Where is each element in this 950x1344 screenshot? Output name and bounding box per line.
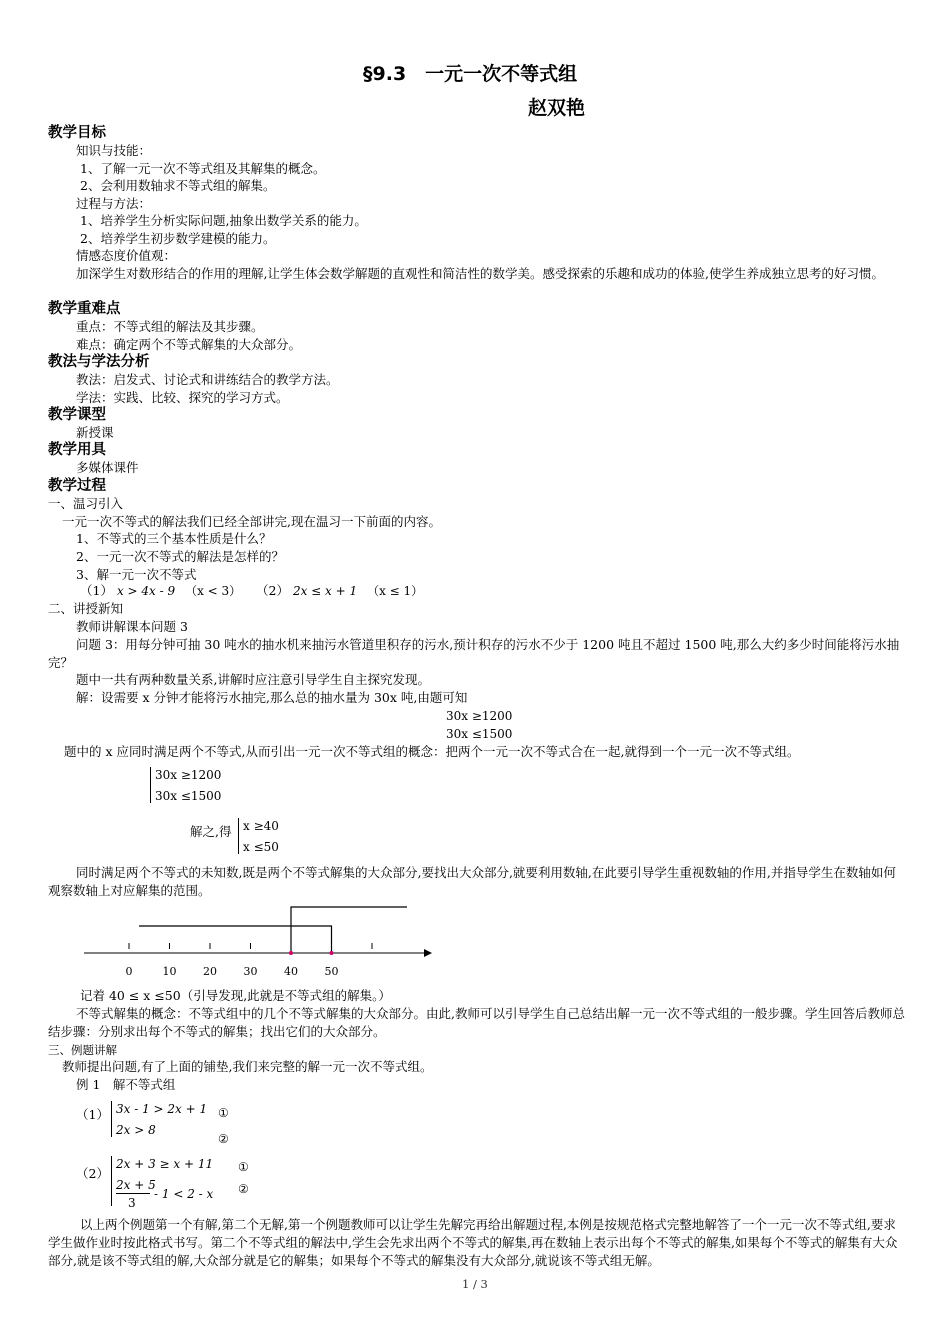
tick-label: 10 (162, 965, 177, 978)
tick-label: 20 (203, 965, 217, 978)
knowledge-item-2: 2、会利用数轴求不等式组的解集。 (80, 178, 276, 193)
example-1-mark-2: ② (218, 1132, 229, 1146)
review-question-3: 3、解一元一次不等式 (76, 567, 197, 582)
inequality-a: 30x ≥1200 (446, 709, 513, 723)
review-exercise-2 (256, 582, 423, 600)
exercise-1-answer: （x < 3） (185, 584, 242, 598)
system-line-a: 30x ≥1200 (155, 768, 222, 782)
review-exercise-1 (80, 582, 241, 600)
heading-process: 教学过程 (48, 478, 106, 494)
solution-setup: 解：设需要 x 分钟才能将污水抽完,那么总的抽水量为 30x 吨,由题可知 (76, 690, 468, 705)
system-brace (150, 767, 151, 803)
number-line-diagram (80, 898, 440, 982)
part3-heading: 三、例题讲解 (48, 1043, 117, 1057)
example-2-line-b-rest: - 1 < 2 - x (154, 1187, 214, 1201)
solution-line-a: x ≥40 (243, 819, 279, 833)
example-1-line-b: 2x > 8 (116, 1123, 156, 1137)
heading-lesson-type: 教学课型 (48, 407, 106, 423)
concept-intro: 题中的 x 应同时满足两个不等式,从而引出一元一次不等式组的概念：把两个一元一次不等式合在一起,就得到一个一元一次不等式组。 (64, 744, 800, 759)
process-item-1: 1、培养学生分析实际问题,抽象出数学关系的能力。 (80, 213, 367, 228)
example-1-brace (111, 1101, 112, 1137)
page-title: §9.3 一元一次不等式组 (363, 63, 578, 85)
example-1-title: 例 1 解不等式组 (76, 1077, 176, 1092)
review-question-1: 1、不等式的三个基本性质是什么？ (76, 531, 272, 546)
range-lower-bound (291, 907, 407, 953)
range-upper-bound (139, 926, 332, 953)
part1-heading: 一、温习引入 (48, 496, 124, 511)
emotion-label: 情感态度价值观： (76, 248, 177, 263)
lesson-type-value: 新授课 (76, 425, 114, 440)
tick-label: 0 (125, 965, 133, 978)
example-2-line-a: 2x + 3 ≥ x + 11 (116, 1157, 214, 1171)
axis-arrow (424, 949, 432, 957)
process-item-2: 2、培养学生初步数学建模的能力。 (80, 231, 276, 246)
part2-heading: 二、讲授新知 (48, 601, 124, 616)
example-2-fraction-denominator: 3 (128, 1196, 136, 1210)
keypoint-focus: 重点：不等式组的解法及其步骤。 (76, 319, 264, 334)
keypoint-difficulty: 难点：确定两个不等式解集的大众部分。 (76, 337, 302, 352)
tick-label: 40 (284, 965, 298, 978)
heading-tools: 教学用具 (48, 442, 106, 458)
exercise-2-label: （2） (256, 583, 289, 598)
solution-record: 记着 40 ≤ x ≤50（引导发现,此就是不等式组的解集。） (80, 988, 391, 1003)
system-line-b: 30x ≤1500 (155, 789, 222, 803)
exercise-2-expression: 2x ≤ x + 1 (292, 584, 358, 598)
upper-bound-point (330, 951, 334, 955)
heading-goals: 教学目标 (48, 125, 106, 141)
author-name: 赵双艳 (528, 97, 586, 119)
inequality-b: 30x ≤1500 (446, 727, 513, 741)
problem-3: 问题 3：用每分钟可抽 30 吨水的抽水机来抽污水管道里积存的污水,预计积存的污水不少于 1200 吨且不超过 1500 吨,那么大约多少时间能将污水抽完？ (48, 637, 900, 670)
example-2-mark-2: ② (238, 1182, 249, 1196)
relation-note: 题中一共有两种数量关系,讲解时应注意引导学生自主探究发现。 (76, 672, 430, 687)
teacher-intro: 教师讲解课本问题 3 (76, 619, 188, 634)
solution-brace (238, 818, 239, 854)
conclusion-text: 以上两个例题第一个有解,第二个无解,第一个例题教师可以让学生先解完再给出解题过程,本例是按规范格式完整地解答了一个一元一次不等式组,要求学生做作业时按此格式书写。第二个不等式组的解法中,学生会先求出两个不等式的解集,再在数轴上表示出每个不等式的解集,如果每个不等式的解集有大众部分,就是该不等式组的解,大众部分就是它的解集；如果每个不等式的解集没有大众部分,就说该不等式组无解。 (48, 1217, 898, 1268)
emotion-text: 加深学生对数形结合的作用的理解,让学生体会数学解题的直观性和简洁性的数学美。感受探索的乐趣和成功的体验,使学生养成独立思考的好习惯。 (76, 266, 884, 281)
example-2-label: （2） (76, 1166, 109, 1181)
solution-set-concept: 不等式解集的概念：不等式组中的几个不等式解集的大众部分。由此,教师可以引导学生自己总结出解一元一次不等式组的一般步骤。学生回答后教师总结步骤：分别求出每个不等式的解集；找出它们的大众部分。 (48, 1006, 905, 1039)
knowledge-label: 知识与技能： (76, 143, 152, 158)
heading-keypoints: 教学重难点 (48, 301, 121, 317)
numberline-intro: 同时满足两个不等式的未知数,既是两个不等式解集的大众部分,要找出大众部分,就要利用数轴,在此要引导学生重视数轴的作用,并指导学生在数轴如何观察数轴上对应解集的范围。 (48, 865, 896, 898)
example-2-brace (111, 1156, 112, 1206)
part1-intro: 一元一次不等式的解法我们已经全部讲完,现在温习一下前面的内容。 (62, 514, 441, 529)
exercise-1-expression: x > 4x - 9 (116, 584, 176, 598)
tick-label: 30 (243, 965, 258, 978)
method-learn: 学法：实践、比较、探究的学习方式。 (76, 390, 289, 405)
example-2-mark-1: ① (238, 1160, 249, 1174)
example-1-line-a: 3x - 1 > 2x + 1 (116, 1102, 208, 1116)
solution-line-b: x ≤50 (243, 840, 279, 854)
exercise-2-answer: （x ≤ 1） (367, 584, 424, 598)
knowledge-item-1: 1、了解一元一次不等式组及其解集的概念。 (80, 161, 326, 176)
part3-intro: 教师提出问题,有了上面的铺垫,我们来完整的解一元一次不等式组。 (62, 1059, 433, 1074)
review-question-2: 2、一元一次不等式的解法是怎样的？ (76, 549, 284, 564)
method-teach: 教法：启发式、讨论式和讲练结合的教学方法。 (76, 372, 339, 387)
heading-methods: 教法与学法分析 (48, 354, 150, 370)
example-1-label: （1） (76, 1107, 109, 1122)
tools-value: 多媒体课件 (76, 460, 139, 475)
page-number: 1 / 3 (462, 1277, 488, 1291)
tick-label: 50 (324, 965, 339, 978)
process-label: 过程与方法： (76, 196, 152, 211)
example-1-mark-1: ① (218, 1106, 229, 1120)
example-2-fraction-numerator: 2x + 5 (116, 1178, 156, 1192)
lower-bound-point (289, 951, 293, 955)
exercise-1-label: （1） (80, 583, 113, 598)
solve-label: 解之,得 (190, 824, 232, 839)
